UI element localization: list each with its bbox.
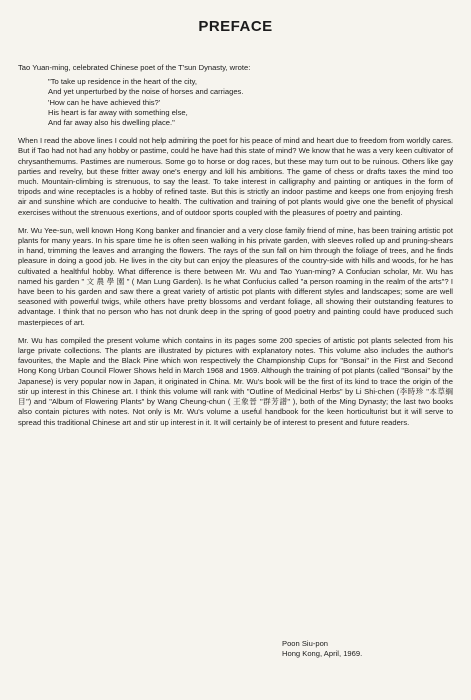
paragraph-volume: Mr. Wu has compiled the present volume which contains in its pages some 200 species of artistic pot plants selected from his large private collections. The plants are illustrated by pictures with explanatory notes. This volume also includes the author's favourites, the Maple and the Black Pine which won respectively the Championship Cups for "Bonsai" in the First and Second Hong Kong Urban Council Flower Shows held in March 1968 and 1969. Although the training of pot plants (called "Bonsai" by the Japanese) is very popular now in Japan, it originated in China. Mr. Wu's book will be the first of its kind to trace the origin of the stir up interest in this Chinese art. I think this volume will rank with "Outline of Medicinal Herbs" by Li Shi-chen (李時珍 "本草綱目") and "Album of Flowering Plants" by Wang Cheung-chun ( 王象晉 "群芳譜" ), both of the Ming Dynasty; the last two books also contain pictures with notes. Not only is Mr. Wu's volume a useful handbook for the keen horticulturist but it will serve to spread this traditional Chinese art and stir up interest in it. It will certainly be of interest to present and future readers. [18,335,453,427]
poem-line: His heart is far away with something else, [48,107,188,117]
signature-place-date: Hong Kong, April, 1969. [282,649,363,658]
poem-line: And far away also his dwelling place." [48,118,175,128]
signature-block [282,639,362,659]
paragraph-mr-wu: Mr. Wu Yee-sun, well known Hong Kong banker and financier and a very close family friend of mine, has been training artistic pot plants for many years. In his spare time he is often seen walking in his private garden, with sleeves rolled up and pruning-shears in hand, trimming the leaves and arranging the flowers. The rays of the sun fall on him through the foliage of trees, and he finds pleasure in doing a good job. He lives in the city but can enjoy the pleasures of the country-side with hills and woods, for he has cultivated a healthful hobby. What difference is there between Mr. Wu and Tao Yuan-ming? A Confucian scholar, Mr. Wu has named his garden " 文 農 學 園 " ( Man Lung Garden). Is he what Confucius called "a person roaming in the realm of the arts"? I have been to his garden and saw there a great variety of artistic pot plants with different styles and landscapes; some are well seasoned with powerful twigs, while others have pretty blossoms and verdant foliage, all showing their outstanding features to advantage. I think that no person who has not drunk deep in the spring of good poetry and painting could have produced such masterpieces of art. [18,225,453,327]
poem-line: And yet unperturbed by the noise of horses and carriages. [48,87,244,97]
poem-quote [48,77,453,128]
poem-line: "To take up residence in the heart of the city, [48,77,198,87]
page-title: PREFACE [198,18,273,35]
poem-line: 'How can he have achieved this?' [48,97,161,107]
signature-name: Poon Siu-pon [282,639,329,648]
paragraph-pastimes: When I read the above lines I could not help admiring the poet for his peace of mind and heart due to freedom from worldly cares. But if Tao had not had any hobby or pastime, could he have had this state of mind? We know that he was a very keen cultivator of chrysanthemums. Pastimes are numerous. Some go to horse or dog races, but these may turn out to be ruinous. Others like gay parties and revelry, but these fritter away one's energy and kill his ambitions. The game of chess or drafts taxes the mind too much. Mountain-climbing is strenuous, to say the least. To take interest in calligraphy and painting or antiques in the form of tripods and wine receptacles is a hobby of refined taste. But this is strictly an indoor pastime and keeps one from enjoying fresh air and sunshine which are conducive to health. The cultivation and training of pot plants would give one the benefit of physical exercises without the strenuous exertions, and of outdoor sports coupled with the pleasures of poetry and painting. [18,136,453,217]
intro-line: Tao Yuan-ming, celebrated Chinese poet of the T'sun Dynasty, wrote: [18,63,251,72]
